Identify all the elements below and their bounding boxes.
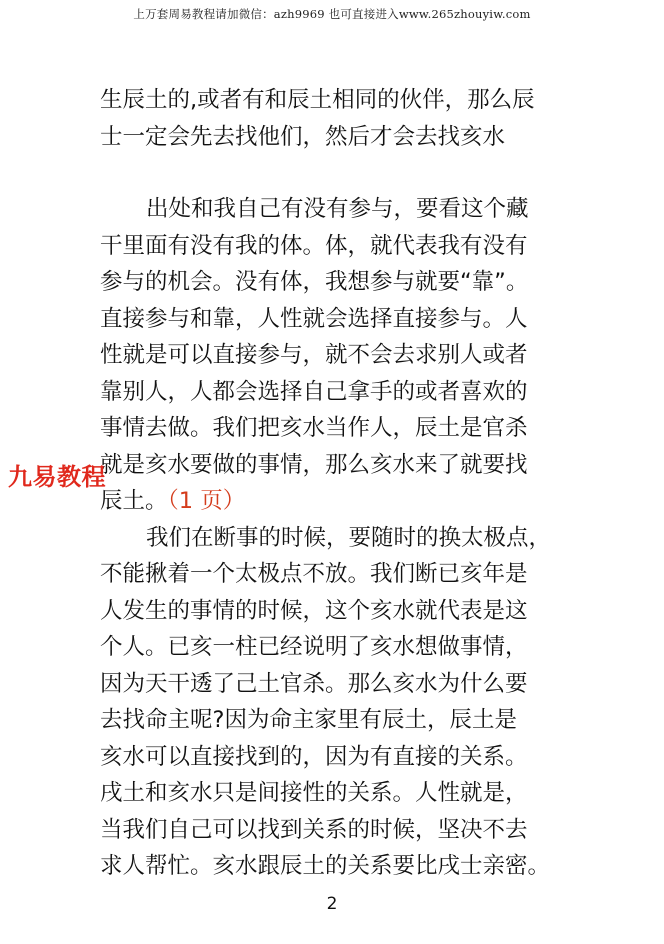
text-line: 求人帮忙。亥水跟辰土的关系要比戌士亲密。 (100, 853, 551, 879)
paragraph-gap (100, 155, 582, 191)
text-line: 干里面有没有我的体。体，就代表我有没有 (100, 232, 528, 259)
text-line: 戌土和亥水只是间接性的关系。人性就是， (100, 780, 528, 806)
body-text (100, 82, 582, 885)
text-line: 事情去做。我们把亥水当作人，辰土是官杀 (100, 415, 528, 441)
text-line: 不能揪着一个太极点不放。我们断已亥年是 (100, 561, 528, 587)
text-line: 我们在断事的时候，要随时的换太极点， (146, 524, 552, 551)
watermark-logo: 九易教程 (8, 463, 106, 491)
text-line: 因为天干透了己土官杀。那么亥水为什么要 (100, 670, 528, 697)
text-line: 性就是可以直接参与，就不会去求别人或者 (100, 342, 528, 368)
text-line (100, 483, 582, 520)
text-line: 亥水可以直接找到的，因为有直接的关系。 (100, 743, 528, 770)
page-number: 2 (326, 894, 338, 914)
text-line: 直接参与和靠，人性就会选择直接参与。人 (100, 305, 528, 332)
text-line: 参与的机会。没有体，我想参与就要“靠”。 (100, 269, 529, 295)
page-header: 上万套周易教程请加微信：azh9969 也可直接进入www.265zhouyiw.com (133, 7, 531, 21)
text-line: 当我们自己可以找到关系的时候，坚决不去 (100, 816, 528, 843)
page-note: （1 页） (167, 488, 246, 514)
text-segment: 辰土。 (100, 488, 168, 514)
text-line: 靠别人，人都会选择自己拿手的或者喜欢的 (100, 378, 528, 405)
text-line: 士一定会先去找他们，然后才会去找亥水 (100, 123, 506, 150)
text-line: 就是亥水要做的事情，那么亥水来了就要找 (100, 451, 528, 478)
text-line: 生辰土的,或者有和辰土相同的伙伴，那么辰 (100, 87, 535, 113)
text-line: 出处和我自己有没有参与，要看这个藏 (146, 196, 529, 222)
text-line: 个人。已亥一柱已经说明了亥水想做事情， (100, 634, 528, 660)
text-line: 去找命主呢?因为命主家里有辰土，辰土是 (100, 707, 517, 733)
text-line: 人发生的事情的时候，这个亥水就代表是这 (100, 597, 528, 624)
